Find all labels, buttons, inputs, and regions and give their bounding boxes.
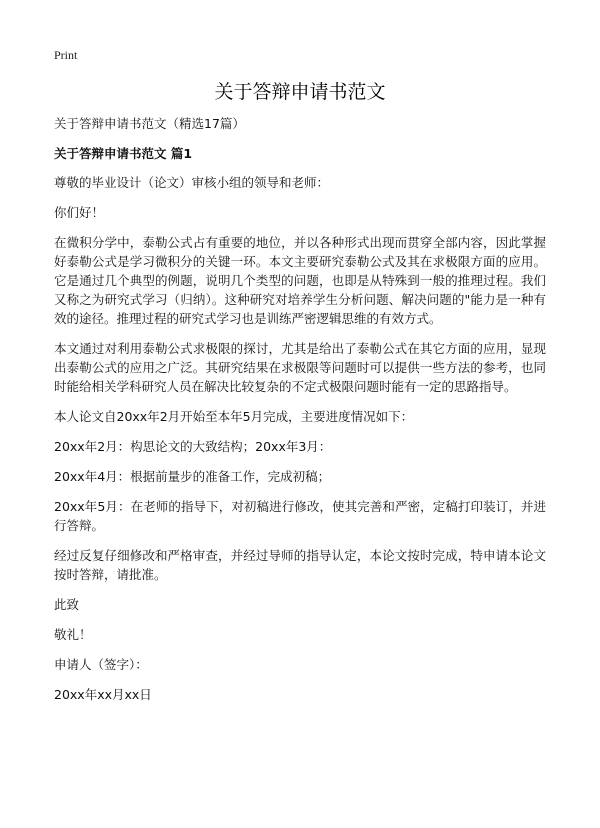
document-subtitle: 关于答辩申请书范文（精选17篇） (54, 116, 245, 131)
schedule-item: 20xx年2月：构思论文的大致结构；20xx年3月： (54, 439, 332, 454)
body-paragraph: 经过反复仔细修改和严格审查，并经过导师的指导认定，本论文按时完成，特申请本论文按时答辩，请批准。 (54, 548, 546, 582)
salutation-paragraph: 尊敬的毕业设计（论文）审核小组的领导和老师： (54, 175, 330, 190)
body-paragraph: 本文通过对利用泰勒公式求极限的探讨，尤其是给出了泰勒公式在其它方面的应用，显现出泰勒公式的应用之广泛。其研究结果在求极限等问题时可以提供一些方法的参考，也同时能给相关学科研究人员在解决比较复杂的不定式极限问题时能有一定的思路指导。 (54, 341, 546, 394)
date-line: 20xx年xx月xx日 (54, 687, 152, 702)
greeting-paragraph: 你们好！ (54, 205, 105, 220)
document-title: 关于答辩申请书范文 (214, 81, 386, 103)
schedule-item: 20xx年4月：根据前量步的准备工作，完成初稿； (54, 469, 331, 484)
body-paragraph: 在微积分学中，泰勒公式占有重要的地位，并以各种形式出现而贯穿全部内容，因此掌握好泰勒公式是学习微积分的关键一环。本文主要研究泰勒公式及其在求极限方面的应用。它是通过几个典型的例题，说明几个类型的问题，也即是从特殊到一般的推理过程。我们又称之为研究式学习（归纳）。这种研究对培养学生分析问题、解决问题的"能力是一种有效的途径。推理过程的研究式学习也是训练严密逻辑思维的有效方式。 (54, 235, 546, 326)
signature-line: 申请人（签字）： (54, 657, 148, 672)
print-link[interactable]: Print (54, 48, 78, 62)
closing-line: 此致 (54, 597, 80, 612)
document-body (54, 173, 546, 704)
schedule-item: 20xx年5月：在老师的指导下，对初稿进行修改，使其完善和严密，定稿打印装订，并进行答辩。 (54, 499, 546, 533)
section-heading: 关于答辩申请书范文 篇1 (54, 146, 193, 161)
body-paragraph: 本人论文自20xx年2月开始至本年5月完成，主要进度情况如下： (54, 409, 414, 424)
closing-line: 敬礼！ (54, 627, 92, 642)
